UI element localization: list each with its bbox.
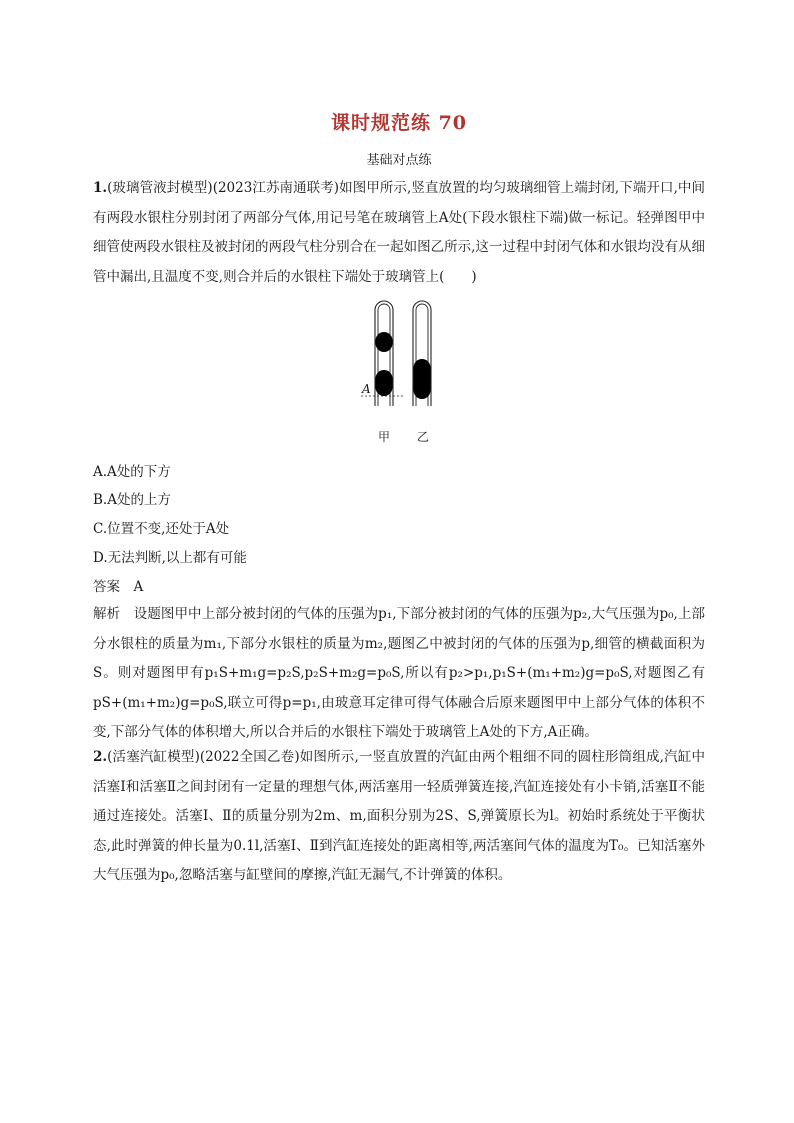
- question-2: [93, 743, 705, 891]
- option-a: A.A处的下方: [93, 464, 171, 480]
- question-2-number: 2.: [93, 749, 108, 765]
- mercury-lower-jia: [376, 370, 393, 396]
- label-jia: 甲: [378, 430, 391, 444]
- analysis: 解析 设题图甲中上部分被封闭的气体的压强为p₁,下部分被封闭的气体的压强为p₂,大气压强为p₀,上部分水银柱的质量为m₁,下部分水银柱的质量为m₂,题图乙中被封闭的气体的压强为p,细管的横截面积为S。则对题图甲有p₁S+m₁g=p₂S,p₂S+m₂g=p₀S,所以有p₂>p₁,p₁S+(m₁+m₂)g=p₀S,对题图乙有pS+(m₁+m₂)g=p₀S,联立可得p=p₁,由玻意耳定律可得气体融合后原来题图甲中上部分气体的体积不变,下部分气体的体积增大,所以合并后的水银柱下端处于玻璃管上A处的下方,A正确。: [93, 606, 705, 740]
- tube-figure: [351, 296, 451, 448]
- question-1-text: (玻璃管液封模型)(2023江苏南通联考)如图甲所示,竖直放置的均匀玻璃细管上端封闭,下端开口,中间有两段水银柱分别封闭了两部分气体,用记号笔在玻璃管上A处(下段水银柱下端)做一标记。轻弹图甲中细管使两段水银柱及被封闭的两段气柱分别合在一起如图乙所示,这一过程中封闭气体和水银均没有从细管中漏出,且温度不变,则合并后的水银柱下端处于玻璃管上( ): [93, 180, 705, 285]
- question-2-text: (活塞汽缸模型)(2022全国乙卷)如图所示,一竖直放置的汽缸由两个粗细不同的圆柱形筒组成,汽缸中活塞Ⅰ和活塞Ⅱ之间封闭有一定量的理想气体,两活塞用一轻质弹簧连接,汽缸连接处有小卡销,活塞Ⅱ不能通过连接处。活塞Ⅰ、Ⅱ的质量分别为2m、m,面积分别为2S、S,弹簧原长为l。初始时系统处于平衡状态,此时弹簧的伸长量为0.1l,活塞Ⅰ、Ⅱ到汽缸连接处的距离相等,两活塞间气体的温度为T₀。已知活塞外大气压强为p₀,忽略活塞与缸壁间的摩擦,汽缸无漏气,不计弹簧的体积。: [93, 749, 705, 883]
- question-1-number: 1.: [93, 180, 108, 196]
- answer-line: 答案 A: [93, 579, 144, 595]
- label-a: A: [362, 382, 371, 396]
- option-d: D.无法判断,以上都有可能: [93, 550, 247, 566]
- mercury-upper-jia: [376, 332, 393, 352]
- tube-diagram: [351, 296, 451, 448]
- option-c: C.位置不变,还处于A处: [93, 521, 230, 537]
- section-subtitle: 基础对点练: [366, 153, 432, 168]
- question-1: [93, 174, 705, 292]
- mercury-merged-yi: [414, 359, 431, 399]
- option-b: B.A处的上方: [93, 492, 171, 508]
- label-yi: 乙: [417, 430, 430, 444]
- page-title: 课时规范练 70: [330, 112, 468, 134]
